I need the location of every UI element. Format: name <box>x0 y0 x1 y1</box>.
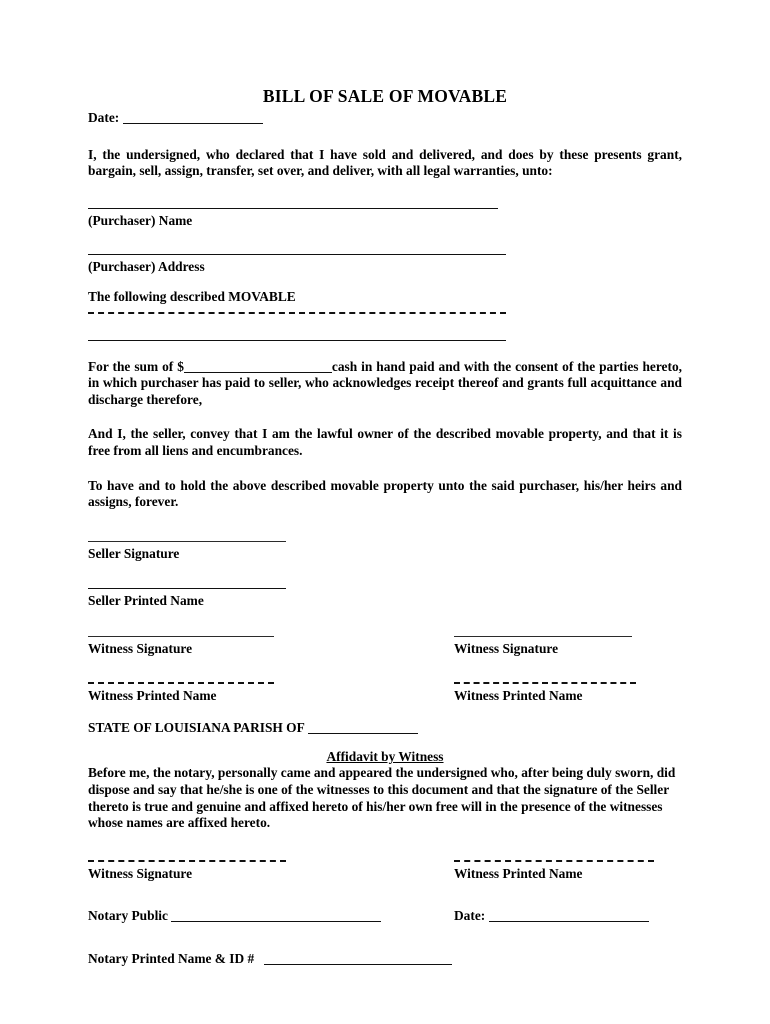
witness-signature-label-left: Witness Signature <box>88 641 193 657</box>
state-parish-row <box>88 720 682 737</box>
affidavit-witness-signature-block <box>88 860 454 883</box>
affidavit-witness-signature-label: Witness Signature <box>88 865 193 881</box>
ownership-paragraph: And I, the seller, convey that I am the lawful owner of the described movable property, and that it is free from all liens and encumbrances. <box>88 426 682 459</box>
sum-paragraph <box>88 359 682 409</box>
notary-date-input-line[interactable] <box>489 910 649 922</box>
date-field-row <box>88 110 682 127</box>
notary-date-block <box>454 908 682 925</box>
sum-prefix-text: For the sum of $ <box>88 358 184 374</box>
witness-signature-label-right: Witness Signature <box>454 641 559 657</box>
notary-public-field <box>88 908 454 925</box>
notary-printed-name-input-line[interactable] <box>264 953 452 965</box>
witness-printed-name-right <box>454 682 682 705</box>
purchaser-address-label: (Purchaser) Address <box>88 258 205 274</box>
document-body <box>88 86 682 968</box>
affidavit-paragraph: Before me, the notary, personally came and appeared the undersigned who, after being duly sworn, did dispose and say that he/she is one of the witnesses to this document and that the signature of the Seller thereto is true and genuine and affixed hereto of his/her own free will in the presence of the witnesses whose names are affixed hereto. <box>88 765 676 831</box>
notary-printed-name-row <box>88 951 682 968</box>
affidavit-witness-row <box>88 860 682 883</box>
seller-signature-label: Seller Signature <box>88 545 180 561</box>
affidavit-witness-printed-name-block <box>454 860 682 883</box>
witness-signature-left <box>88 636 454 658</box>
witness-printed-name-label-left: Witness Printed Name <box>88 687 217 703</box>
witness-printed-name-label-right: Witness Printed Name <box>454 687 583 703</box>
witness-printed-name-left <box>88 682 454 705</box>
affidavit-witness-printed-name-label: Witness Printed Name <box>454 865 583 881</box>
page-title: BILL OF SALE OF MOVABLE <box>262 86 508 106</box>
witness-signature-right <box>454 636 682 658</box>
parish-input-line[interactable] <box>308 722 418 734</box>
notary-public-input-line[interactable] <box>171 910 381 922</box>
notary-printed-name-label: Notary Printed Name & ID # <box>88 950 255 966</box>
date-input-line[interactable] <box>123 112 263 124</box>
sum-suffix-text: cash in hand paid and with the consent of the parties hereto, in which purchaser has paid to seller, who acknowledges receipt thereof and grants full acquittance and discharge therefore, <box>88 358 682 407</box>
affidavit-heading: Affidavit by Witness <box>326 748 444 764</box>
seller-printed-name-label: Seller Printed Name <box>88 593 204 609</box>
notary-public-label: Notary Public <box>88 908 168 924</box>
habendum-paragraph: To have and to hold the above described movable property unto the said purchaser, his/her heirs and assigns, forever. <box>88 477 682 510</box>
notary-date-label: Date: <box>454 908 486 924</box>
state-parish-label: STATE OF LOUISIANA PARISH OF <box>88 720 305 736</box>
witness-printed-name-row <box>88 682 682 705</box>
notary-public-row <box>88 908 682 925</box>
witness-signature-row <box>88 636 682 658</box>
intro-paragraph: I, the undersigned, who declared that I have sold and delivered, and does by these presents grant, bargain, sell, assign, transfer, set over, and deliver, with all legal warranties, unto: <box>88 146 682 179</box>
date-label: Date: <box>88 110 120 126</box>
notary-date-field <box>454 908 682 925</box>
sum-amount-input-line[interactable] <box>184 361 332 373</box>
movable-heading: The following described MOVABLE <box>88 289 296 305</box>
purchaser-name-label: (Purchaser) Name <box>88 212 193 228</box>
notary-public-block <box>88 908 454 925</box>
